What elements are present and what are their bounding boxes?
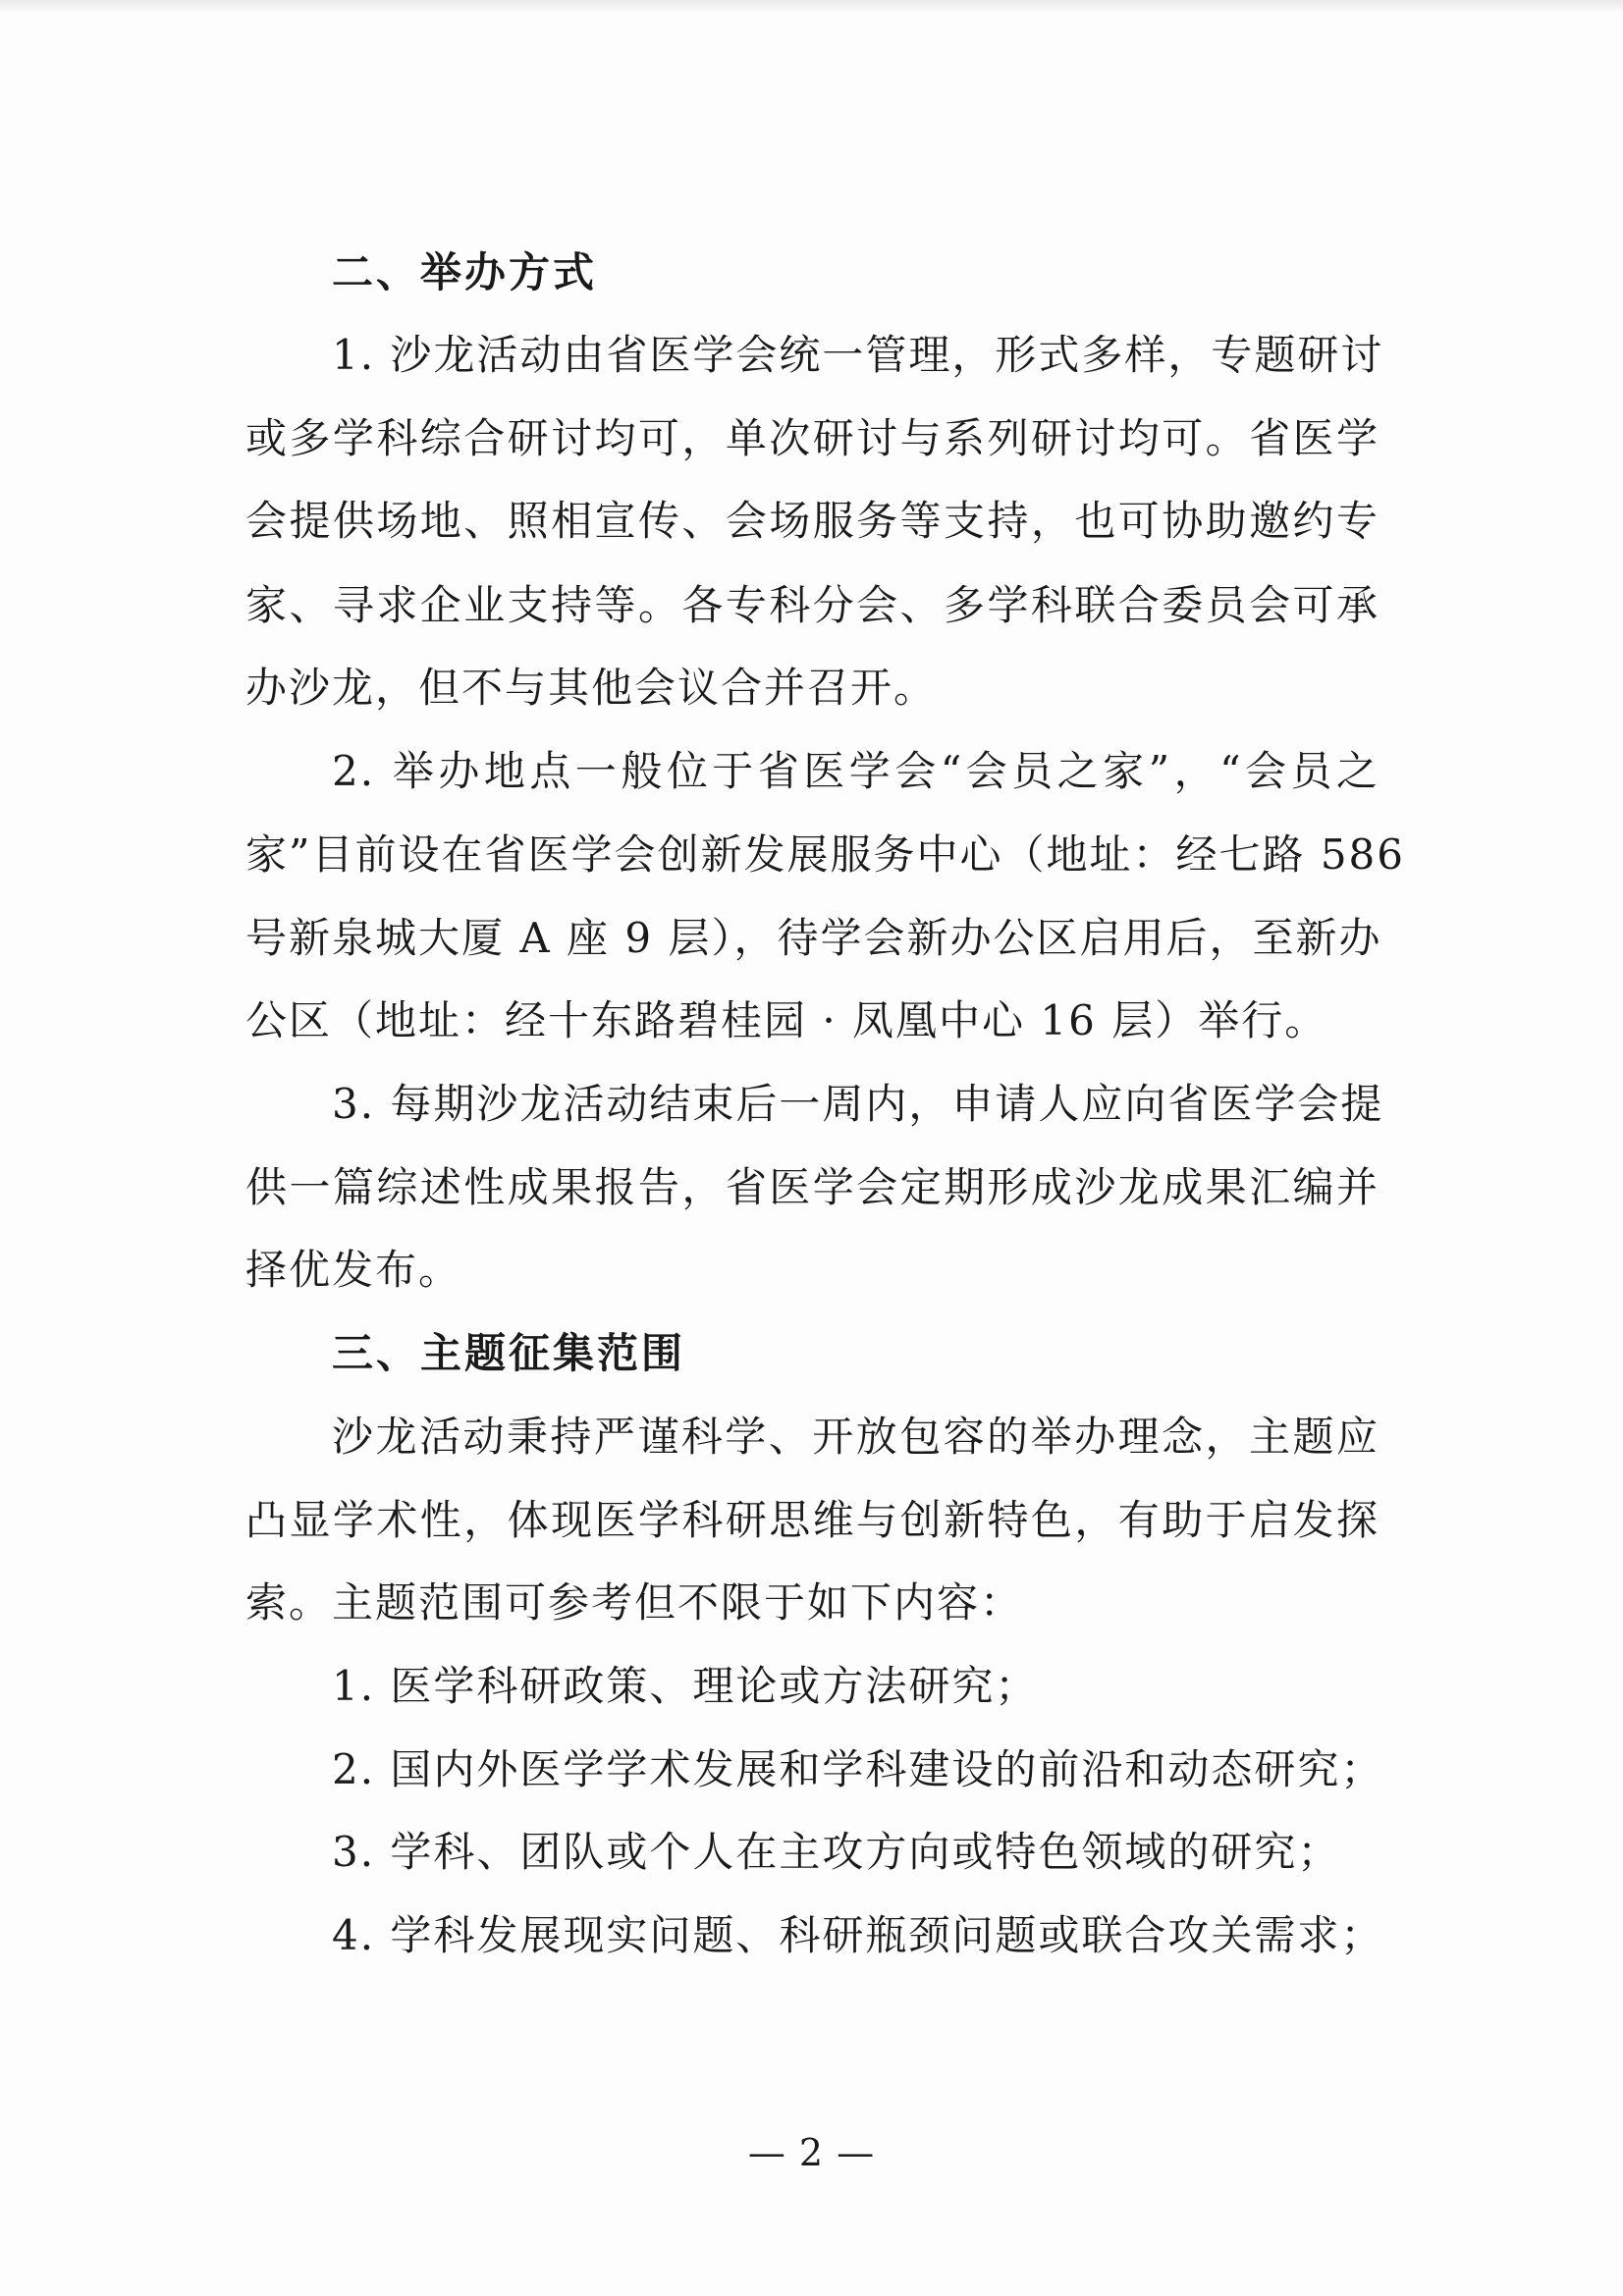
- list-item: 4. 学科发展现实问题、科研瓶颈问题或联合攻关需求；: [332, 1911, 1384, 1959]
- paragraph-line: 2. 举办地点一般位于省医学会“会员之家”，“会员之: [332, 747, 1380, 795]
- paragraph-line: 沙龙活动秉持严谨科学、开放包容的举办理念，主题应: [332, 1413, 1380, 1461]
- section-heading-topics: 三、主题征集范围: [332, 1329, 686, 1377]
- paragraph-line: 择优发布。: [245, 1246, 462, 1294]
- scan-edge: [0, 0, 1623, 14]
- paragraph-line: 1. 沙龙活动由省医学会统一管理，形式多样，专题研讨: [332, 331, 1384, 379]
- list-item: 1. 医学科研政策、理论或方法研究；: [332, 1662, 1039, 1710]
- paragraph-line: 索。主题范围可参考但不限于如下内容：: [245, 1578, 1024, 1627]
- paragraph-line: 号新泉城大厦 A 座 9 层），待学会新办公区启用后，至新办: [245, 914, 1382, 962]
- paragraph-line: 办沙龙，但不与其他会议合并召开。: [245, 664, 938, 712]
- paragraph-line: 公区（地址：经十东路碧桂园 · 凤凰中心 16 层）举行。: [245, 996, 1328, 1044]
- paragraph-line: 会提供场地、照相宣传、会场服务等支持，也可协助邀约专: [245, 497, 1380, 545]
- paragraph-line: 供一篇综述性成果报告，省医学会定期形成沙龙成果汇编并: [245, 1163, 1380, 1211]
- list-item: 3. 学科、团队或个人在主攻方向或特色领域的研究；: [332, 1828, 1341, 1876]
- paragraph-line: 家、寻求企业支持等。各专科分会、多学科联合委员会可承: [245, 581, 1380, 629]
- paragraph-line: 或多学科综合研讨均可，单次研讨与系列研讨均可。省医学: [245, 414, 1380, 462]
- paragraph-line: 家”目前设在省医学会创新发展服务中心（地址：经七路 586: [245, 830, 1405, 879]
- list-item: 2. 国内外医学学术发展和学科建设的前沿和动态研究；: [332, 1745, 1384, 1793]
- page-number: — 2 —: [747, 2131, 876, 2174]
- paragraph-line: 3. 每期沙龙活动结束后一周内，申请人应向省医学会提: [332, 1080, 1384, 1128]
- section-heading-organization: 二、举办方式: [332, 248, 598, 296]
- paragraph-line: 凸显学术性，体现医学科研思维与创新特色，有助于启发探: [245, 1496, 1380, 1544]
